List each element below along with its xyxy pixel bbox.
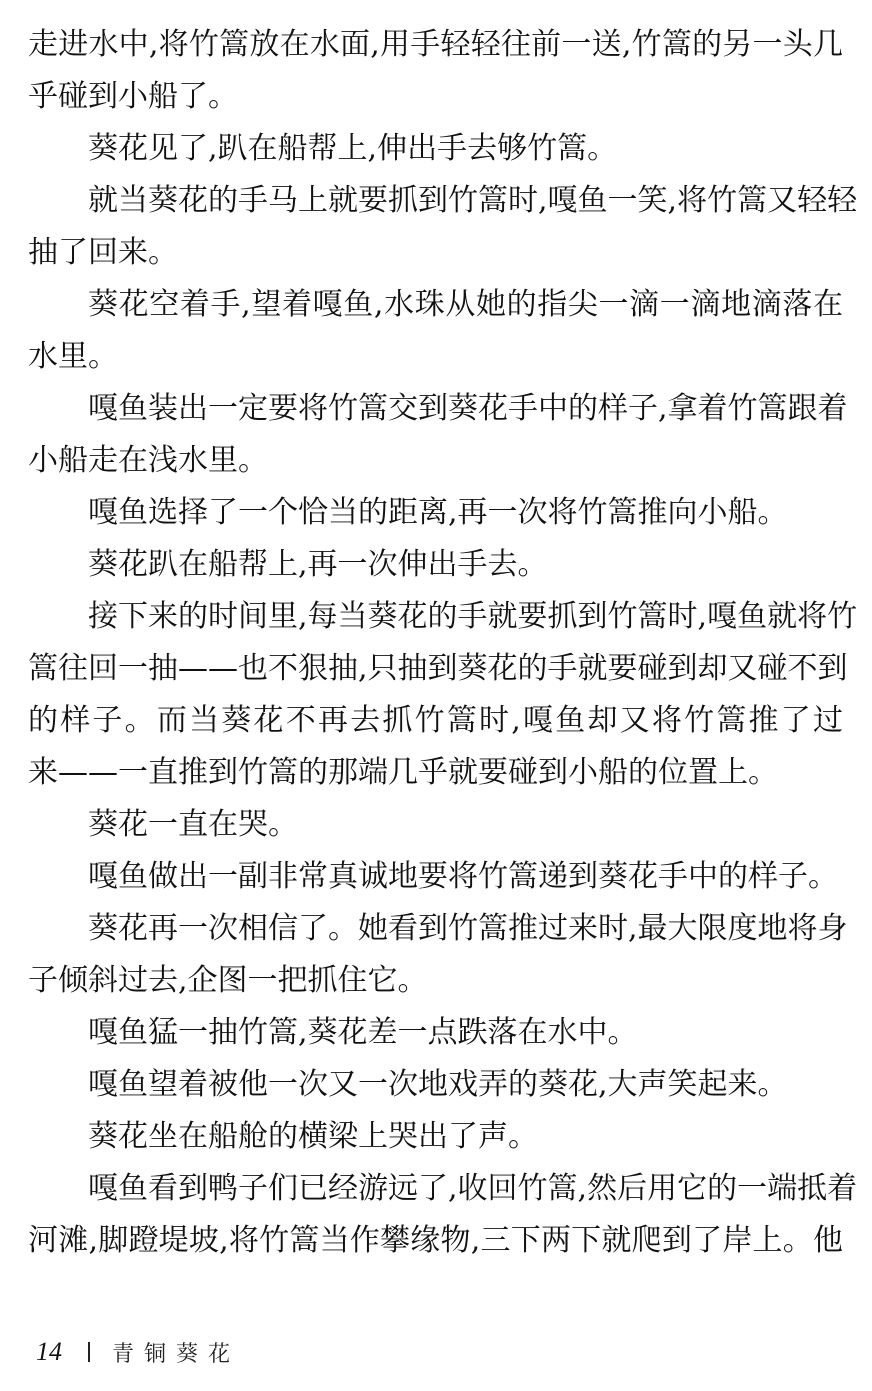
- paragraph: [28, 1111, 843, 1163]
- text-line: 葵花再一次相信了。她看到竹篙推过来时,最大限度地将身: [88, 911, 848, 946]
- text-line: 嘎鱼做出一副非常真诚地要将竹篙递到葵花手中的样子。: [88, 859, 838, 894]
- page-body: [28, 19, 858, 1267]
- text-line: 抽了回来。: [28, 235, 178, 270]
- text-line: 小船走在浅水里。: [28, 443, 268, 478]
- paragraph: [28, 175, 858, 279]
- paragraph: [28, 591, 858, 799]
- page-footer: [36, 1332, 240, 1372]
- text-line: 水里。: [28, 339, 118, 374]
- text-line: 乎碰到小船了。: [28, 79, 238, 114]
- text-line: 嘎鱼猛一抽竹篙,葵花差一点跌落在水中。: [88, 1015, 638, 1050]
- paragraph: [28, 1163, 858, 1267]
- text-line: 嘎鱼选择了一个恰当的距离,再一次将竹篙推向小船。: [88, 495, 788, 530]
- paragraph: [28, 1007, 843, 1059]
- paragraph: [28, 851, 843, 903]
- text-line: 葵花见了,趴在船帮上,伸出手去够竹篙。: [88, 131, 618, 166]
- paragraph: [28, 383, 848, 487]
- text-line: 的样子。而当葵花不再去抓竹篙时,嘎鱼却又将竹篙推了过: [28, 703, 843, 738]
- paragraph: [28, 539, 843, 591]
- text-line: 嘎鱼望着被他一次又一次地戏弄的葵花,大声笑起来。: [88, 1067, 788, 1102]
- text-line: 篙往回一抽——也不狠抽,只抽到葵花的手就要碰到却又碰不到: [28, 651, 848, 686]
- text-line: 嘎鱼装出一定要将竹篙交到葵花手中的样子,拿着竹篙跟着: [88, 391, 848, 426]
- paragraph: [28, 279, 843, 383]
- book-title: 青铜葵花: [112, 1341, 241, 1367]
- text-line: 就当葵花的手马上就要抓到竹篙时,嘎鱼一笑,将竹篙又轻轻: [88, 183, 858, 218]
- paragraph: [28, 123, 843, 175]
- text-line: 接下来的时间里,每当葵花的手就要抓到竹篙时,嘎鱼就将竹: [88, 599, 858, 634]
- paragraph: [28, 799, 843, 851]
- text-line: 子倾斜过去,企图一把抓住它。: [28, 963, 428, 998]
- paragraph: [28, 1059, 843, 1111]
- page-number: 14: [36, 1337, 62, 1366]
- text-line: 来——一直推到竹篙的那端几乎就要碰到小船的位置上。: [28, 755, 778, 790]
- paragraph: [28, 487, 843, 539]
- footer-divider: [88, 1342, 90, 1362]
- text-line: 嘎鱼看到鸭子们已经游远了,收回竹篙,然后用它的一端抵着: [88, 1171, 858, 1206]
- text-line: 葵花趴在船帮上,再一次伸出手去。: [88, 547, 548, 582]
- text-line: 葵花空着手,望着嘎鱼,水珠从她的指尖一滴一滴地滴落在: [88, 287, 843, 322]
- text-line: 葵花坐在船舱的横梁上哭出了声。: [88, 1119, 538, 1154]
- text-line: 河滩,脚蹬堤坡,将竹篙当作攀缘物,三下两下就爬到了岸上。他: [28, 1223, 843, 1258]
- paragraph: [28, 19, 843, 123]
- text-line: 葵花一直在哭。: [88, 807, 298, 842]
- paragraph: [28, 903, 848, 1007]
- text-line: 走进水中,将竹篙放在水面,用手轻轻往前一送,竹篙的另一头几: [28, 27, 843, 62]
